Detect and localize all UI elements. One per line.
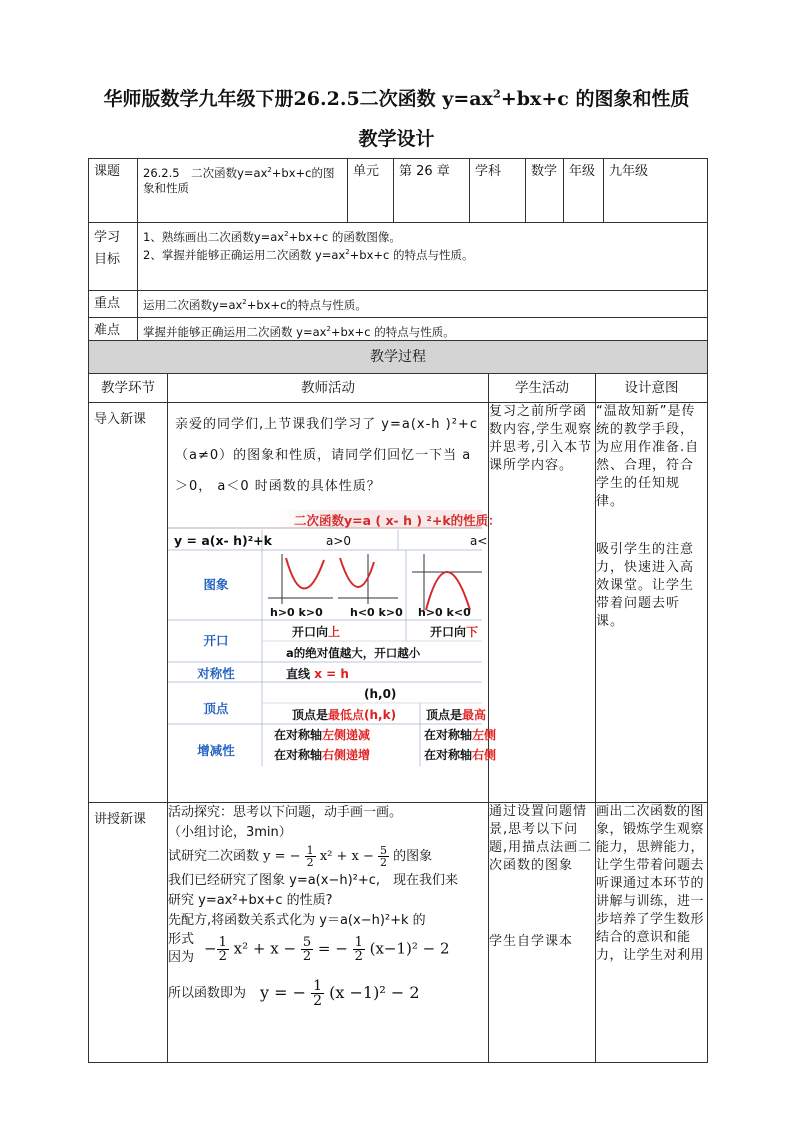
design-intent-new: 画出二次函数的图象，锻炼学生观察能力，思辨能力，让学生带着问题去听课通过本环节的讲解与训练，进一步培养了学生数形结合的意识和能力，让学生对利用 bbox=[596, 803, 708, 1063]
mono-neg-right: 在对称轴右侧 bbox=[424, 748, 497, 762]
prior-knowledge-line: 我们已经研究了图象 y=a(x−h)²+c, 现在我们来 bbox=[168, 873, 459, 888]
open-note: a的绝对值越大，开口越小 bbox=[286, 646, 421, 660]
goal-value bbox=[138, 223, 708, 291]
vertex-form-summary-figure bbox=[168, 510, 501, 768]
axis-text: 直线 x = h bbox=[286, 667, 349, 681]
row-label-graph: 图象 bbox=[203, 577, 229, 592]
goal-item-2: 2、掌握并能够正确运用二次函数 $y=ax^2+bx+c$ 的特点与性质。 bbox=[143, 247, 474, 262]
open-down-text: 开口向下 bbox=[430, 625, 479, 639]
difficulty-value: 掌握并能够正确运用二次函数 $y=ax^2+bx+c$ 的特点与性质。 bbox=[138, 318, 708, 345]
subject-label: 学科 bbox=[470, 159, 526, 223]
open-up-text: 开口向上 bbox=[292, 625, 341, 639]
course-info-table bbox=[88, 158, 708, 345]
mono-pos-right: 在对称轴右侧递增 bbox=[274, 748, 371, 762]
figure-formula-header: y = a(x- h)²+k bbox=[174, 533, 272, 548]
unit-label: 单元 bbox=[348, 159, 394, 223]
design-intent-intro bbox=[596, 403, 708, 803]
teacher-activity-intro bbox=[168, 403, 501, 803]
student-new-text: 通过设置问题情景,思考以下问题,用描点法画二次函数的图象 bbox=[489, 804, 593, 873]
subject-value: 数学 bbox=[526, 159, 564, 223]
document-title-line2: 教学设计 bbox=[358, 128, 435, 150]
result-row bbox=[168, 979, 488, 1008]
student-self-study: 学生自学课本 bbox=[489, 934, 574, 949]
activity-prompt: 活动探究：思考以下问题，动手画一画。 bbox=[168, 805, 403, 820]
mono-pos-left: 在对称轴左侧递减 bbox=[274, 728, 371, 742]
result-label: 所以函数即为 bbox=[168, 985, 247, 1001]
condition-3: h>0 k<0 bbox=[418, 606, 471, 619]
figure-title: 二次函数y=a ( x- h ) ²+k的性质： bbox=[294, 513, 501, 528]
row-label-axis: 对称性 bbox=[197, 666, 235, 681]
teacher-activity-new bbox=[168, 803, 489, 1063]
result-equation: y = − $\frac{1}{2}$ (x −1)² − 2 bbox=[260, 978, 420, 1009]
row-label-vertex: 顶点 bbox=[203, 701, 229, 716]
grade-label: 年级 bbox=[564, 159, 604, 223]
grade-value: 九年级 bbox=[604, 159, 708, 223]
stage-new-lesson: 讲授新课 bbox=[89, 803, 168, 1063]
goal-label: 学习目标 bbox=[89, 223, 138, 291]
equation-row bbox=[168, 931, 488, 967]
row-label-monotonic: 增减性 bbox=[197, 743, 235, 758]
fraction-half: $\frac{1}{2}$ bbox=[306, 844, 314, 869]
process-heading: 教学过程 bbox=[89, 341, 708, 374]
complete-square-line: 先配方,将函数关系式化为 y＝a(x−h)²+k 的 bbox=[168, 913, 426, 928]
vertex-max-text: 顶点是最高 bbox=[426, 708, 487, 722]
intent-intro-2: 吸引学生的注意力，快速进入高效课堂。让学生带着问题去听课。 bbox=[596, 542, 695, 629]
col-header-intent: 设计意图 bbox=[596, 374, 708, 403]
equation-expansion: − $\frac{1}{2}$ x² + x − $\frac{5}{2}$ = − $\frac{1}{2}$ (x−1)² − 2 bbox=[204, 934, 450, 964]
unit-value: 第 26 章 bbox=[394, 159, 470, 223]
stage-intro: 导入新课 bbox=[89, 403, 168, 803]
vertex-min-text: 顶点是最低点(h,k) bbox=[292, 708, 397, 722]
process-table bbox=[88, 340, 708, 1063]
condition-1: h>0 k>0 bbox=[270, 606, 323, 619]
research-line: 研究 y=ax²+bx+c 的性质? bbox=[168, 893, 333, 908]
col-header-teacher: 教师活动 bbox=[168, 374, 489, 403]
student-activity-new bbox=[489, 803, 596, 1063]
col-header-student: 学生活动 bbox=[489, 374, 596, 403]
course-value: 26.2.5 二次函数$y=ax^2+bx+c$的图象和性质 bbox=[138, 159, 348, 223]
key-label: 重点 bbox=[89, 291, 138, 318]
course-label: 课题 bbox=[89, 159, 138, 223]
key-value: 运用二次函数$y=ax^2+bx+c$的特点与性质。 bbox=[138, 291, 708, 318]
form-label: 形式 bbox=[168, 932, 195, 947]
col-header-stage: 教学环节 bbox=[89, 374, 168, 403]
vertex-coordinate: (h,0) bbox=[364, 687, 397, 701]
because-label: 因为 bbox=[168, 950, 195, 965]
row-label-open: 开口 bbox=[203, 633, 229, 648]
a-negative-label: a< bbox=[470, 534, 488, 548]
study-function-line: 试研究二次函数 y = − $\frac{1}{2}$ x² + x − $\frac{5}{2}$ 的图象 bbox=[168, 844, 433, 869]
document-title-line1: 华师版数学九年级下册26.2.5二次函数 $y=ax^2+bx+c$ 的图象和性质 bbox=[103, 86, 690, 110]
student-activity-intro: 复习之前所学函数内容,学生观察并思考,引入本节课所学内容。 bbox=[489, 403, 596, 803]
mono-neg-left: 在对称轴左侧 bbox=[424, 728, 497, 742]
intro-question: 亲爱的同学们,上节课我们学习了 y=a(x-h )²+c（a≠0）的图象和性质，请同学们回忆一下当 a＞0， a＜0 时函数的具体性质？ bbox=[175, 417, 478, 494]
difficulty-label: 难点 bbox=[89, 318, 138, 345]
fraction-five-halves: $\frac{5}{2}$ bbox=[380, 844, 388, 869]
condition-2: h<0 k>0 bbox=[350, 606, 403, 619]
a-positive-label: a>0 bbox=[326, 534, 352, 548]
goal-item-1: 1、熟练画出二次函数$y=ax^2+bx+c$ 的函数图像。 bbox=[143, 229, 401, 244]
intent-intro-1: “温故知新”是传统的教学手段，为应用作准备.自然、合理，符合学生的任知规律。 bbox=[596, 404, 700, 509]
group-discussion: （小组讨论，3min） bbox=[168, 825, 292, 840]
